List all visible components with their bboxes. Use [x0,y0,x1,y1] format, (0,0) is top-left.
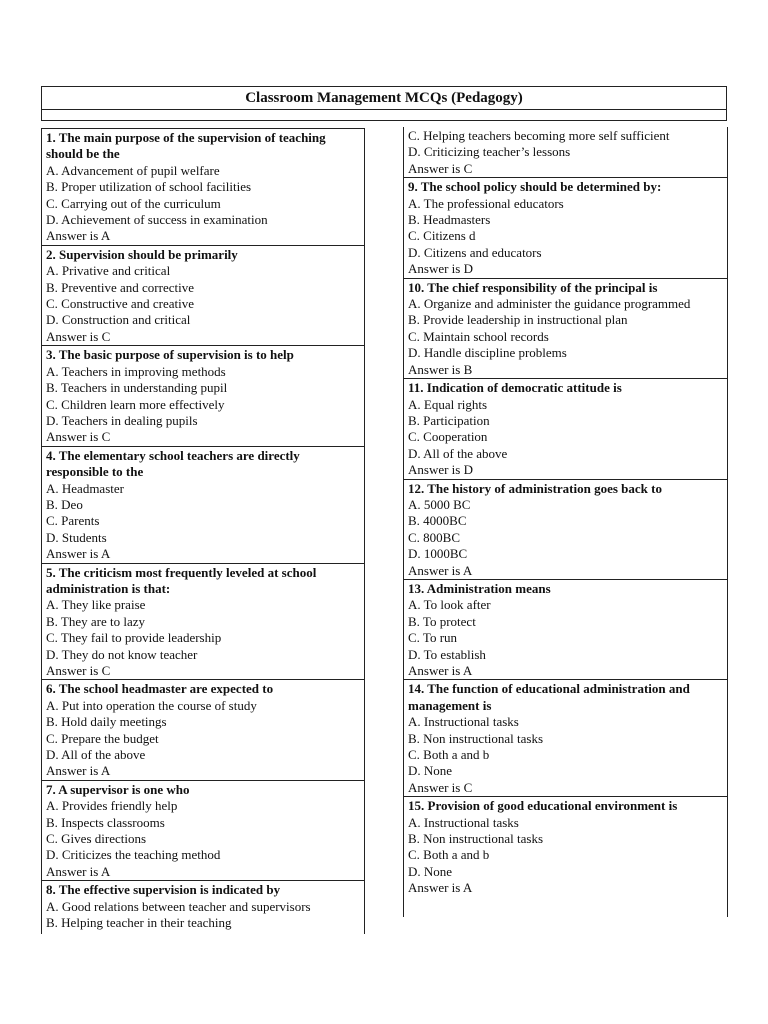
option: A. They like praise [46,597,146,613]
answer: Answer is A [46,228,111,244]
question-block [404,479,727,579]
answer: Answer is A [46,546,111,562]
option: D. Teachers in dealing pupils [46,412,198,428]
option: A. Equal rights [408,396,488,412]
question-text: 11. Indication of democratic attitude is [408,380,622,396]
option: B. Non instructional tasks [408,730,544,746]
question-text: 1. The main purpose of the supervision of teaching should be the [46,130,326,162]
option: C. Both a and b [408,747,490,763]
option: B. Preventive and corrective [46,279,194,295]
option: A. Instructional tasks [408,814,519,830]
option: A. Teachers in improving methods [46,363,226,379]
option: C. Citizens d [408,228,476,244]
option: C. Constructive and creative [46,296,195,312]
option: C. Helping teachers becoming more self sufficient [408,128,670,143]
question-block [404,278,727,378]
answer: Answer is C [46,663,111,678]
question-block [42,345,364,445]
question-block [42,128,364,245]
option: A. Headmaster [46,480,124,496]
option: A. Organize and administer the guidance programmed [408,296,691,312]
question-text: 10. The chief responsibility of the principal is [408,279,658,295]
option: D. None [408,863,453,879]
answer: Answer is A [408,663,473,678]
option: D. Students [46,529,107,545]
question-block [42,880,364,931]
option: C. Cooperation [408,429,488,445]
option: A. Instructional tasks [408,714,519,730]
option: D. Achievement of success in examination [46,212,268,228]
option: A. Put into operation the course of study [46,697,257,713]
option: B. Teachers in understanding pupil [46,380,228,396]
question-text: 9. The school policy should be determined by: [408,179,662,195]
question-block [404,378,727,478]
page-title: Classroom Management MCQs (Pedagogy) [41,86,727,110]
option: B. Headmasters [408,212,491,228]
option: C. Prepare the budget [46,730,159,746]
answer: Answer is C [408,160,473,176]
option: D. None [408,763,453,779]
answer: Answer is C [46,328,111,344]
answer: Answer is C [46,429,111,445]
question-text: 3. The basic purpose of supervision is to help [46,347,294,363]
question-block [404,679,727,796]
option: D. All of the above [46,747,146,763]
option: B. Participation [408,412,490,428]
question-text: 5. The criticism most frequently leveled at school administration is that: [46,564,317,596]
option: A. To look after [408,597,491,613]
answer: Answer is A [46,763,111,779]
question-block [42,245,364,345]
option: A. 5000 BC [408,496,471,512]
option: B. Hold daily meetings [46,714,167,730]
question-text: 2. Supervision should be primarily [46,246,238,262]
question-text: 4. The elementary school teachers are directly responsible to the [46,447,300,480]
option: D. They do not know teacher [46,646,198,662]
question-block [42,780,364,880]
option: B. Inspects classrooms [46,814,165,830]
option: D. 1000BC [408,546,468,562]
option: C. Both a and b [408,847,490,863]
question-block [404,796,727,896]
option: C. Maintain school records [408,328,549,344]
question-text: 12. The history of administration goes back to [408,480,662,496]
option: C. Gives directions [46,831,147,847]
option: D. All of the above [408,445,508,461]
option: B. 4000BC [408,513,467,529]
answer: Answer is D [408,261,473,277]
option: D. To establish [408,646,486,662]
right-question-column [403,127,728,917]
option: C. They fail to provide leadership [46,630,222,646]
answer: Answer is C [408,779,473,795]
answer: Answer is A [46,863,111,879]
answer: Answer is B [408,361,473,377]
option: C. Carrying out of the curriculum [46,195,221,211]
option: B. Deo [46,496,83,512]
option: A. Privative and critical [46,263,171,279]
option: C. 800BC [408,529,461,545]
option: C. Children learn more effectively [46,396,225,412]
option: D. Criticizes the teaching method [46,847,221,863]
option: D. Citizens and educators [408,244,542,260]
answer: Answer is A [408,562,473,578]
option: D. Criticizing teacher’s lessons [408,144,571,160]
question-text: 15. Provision of good educational environment is [408,798,678,814]
option: A. The professional educators [408,195,564,211]
answer: Answer is D [408,462,473,478]
question-block [42,563,364,680]
question-text: 14. The function of educational administration and management is [408,681,690,713]
question-text: 8. The effective supervision is indicated by [46,882,281,898]
question-text: 13. Administration means [408,580,551,596]
left-question-column [41,128,365,934]
option: A. Good relations between teacher and supervisors [46,898,311,914]
option: A. Provides friendly help [46,798,178,814]
question-block [42,446,364,563]
option: D. Handle discipline problems [408,345,567,361]
option: B. They are to lazy [46,613,146,629]
option: C. Parents [46,513,100,529]
question-block [404,579,727,679]
question-text: 7. A supervisor is one who [46,781,190,797]
option: C. To run [408,630,458,646]
option: B. Provide leadership in instructional plan [408,312,628,328]
divider [41,120,727,121]
option: B. Helping teacher in their teaching [46,915,232,931]
question-text: 6. The school headmaster are expected to [46,681,274,697]
answer: Answer is A [408,880,473,896]
question-8-continued [404,127,727,177]
option: A. Advancement of pupil welfare [46,162,220,178]
option: B. Proper utilization of school facilities [46,179,252,195]
option: D. Construction and critical [46,312,191,328]
option: B. To protect [408,613,476,629]
option: B. Non instructional tasks [408,831,544,847]
question-block [42,679,364,779]
question-block [404,177,727,277]
